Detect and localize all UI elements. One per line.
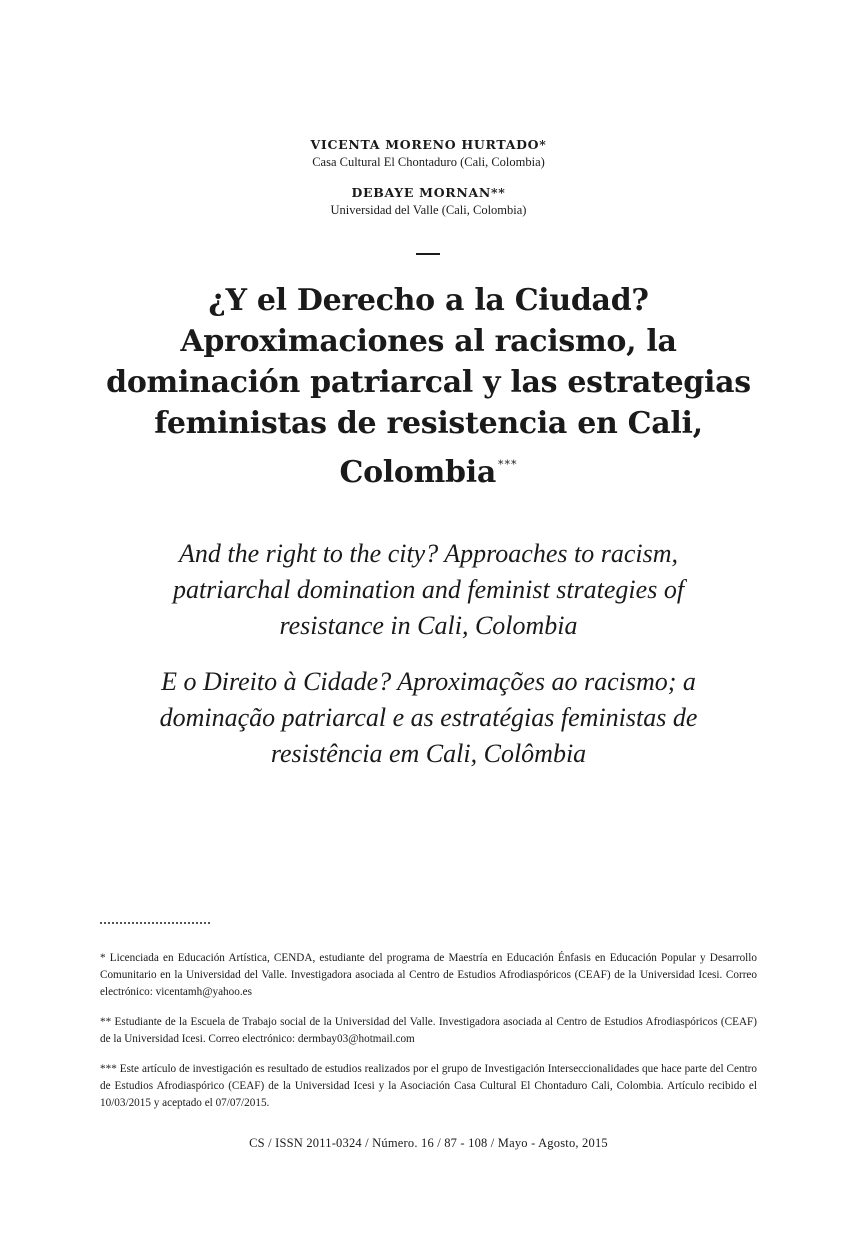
title-footnote-marker: *** xyxy=(497,458,518,471)
section-divider xyxy=(416,253,440,255)
author-affiliation: Casa Cultural El Chontaduro (Cali, Colombia) xyxy=(312,155,545,169)
footnote: ** Estudiante de la Escuela de Trabajo social de la Universidad del Valle. Investigadora asociada al Centro de Estudios Afrodiaspóricos (CEAF) de la Universidad Icesi. Correo electrónico: dermbay03@hotmail.com xyxy=(100,1016,757,1045)
author-name: DEBAYE MORNAN** xyxy=(351,185,506,200)
title-line: feministas de resistencia en Cali, xyxy=(154,406,703,441)
title-line-last xyxy=(60,444,797,493)
title-line: ¿Y el Derecho a la Ciudad? xyxy=(208,283,649,318)
portuguese-title-line: resistência em Cali, Colômbia xyxy=(270,739,587,768)
footnote: *** Este artículo de investigación es resultado de estudios realizados por el grupo de Investigación Interseccionalidades que hace parte del Centro de Estudios Afrodiaspórico (CEAF) de la Universidad Icesi y la Asociación Casa Cultural El Chontaduro Cali, Colombia. Artículo recibido el 10/03/2015 y aceptado el 07/07/2015. xyxy=(100,1063,757,1109)
title-line: Colombia xyxy=(339,455,496,490)
portuguese-title xyxy=(100,664,757,772)
portuguese-title-line: E o Direito à Cidade? Aproximações ao racismo; a xyxy=(161,667,696,696)
title-line: Aproximaciones al racismo, la xyxy=(180,324,677,359)
article-title xyxy=(60,280,797,493)
author-name: VICENTA MORENO HURTADO* xyxy=(310,137,547,152)
author-affiliation: Universidad del Valle (Cali, Colombia) xyxy=(330,203,527,217)
footnotes xyxy=(100,950,757,1125)
footnote: * Licenciada en Educación Artística, CENDA, estudiante del programa de Maestría en Educación Énfasis en Educación Popular y Desarrollo Comunitario en la Universidad del Valle. Investigadora asociada al Centro de Estudios Afrodiaspóricos (CEAF) de la Universidad Icesi. Correo electrónico: vicentamh@yahoo.es xyxy=(100,952,757,998)
authors-block xyxy=(0,136,857,219)
english-title-line: patriarchal domination and feminist strategies of xyxy=(172,575,685,604)
footnote-separator xyxy=(100,922,210,924)
title-line: dominación patriarcal y las estrategias xyxy=(106,365,751,400)
page-footer: CS / ISSN 2011-0324 / Número. 16 / 87 - 108 / Mayo - Agosto, 2015 xyxy=(249,1136,608,1150)
english-title-line: And the right to the city? Approaches to racism, xyxy=(179,539,678,568)
english-title-line: resistance in Cali, Colombia xyxy=(279,611,578,640)
english-title xyxy=(100,536,757,644)
portuguese-title-line: dominação patriarcal e as estratégias feministas de xyxy=(159,703,698,732)
